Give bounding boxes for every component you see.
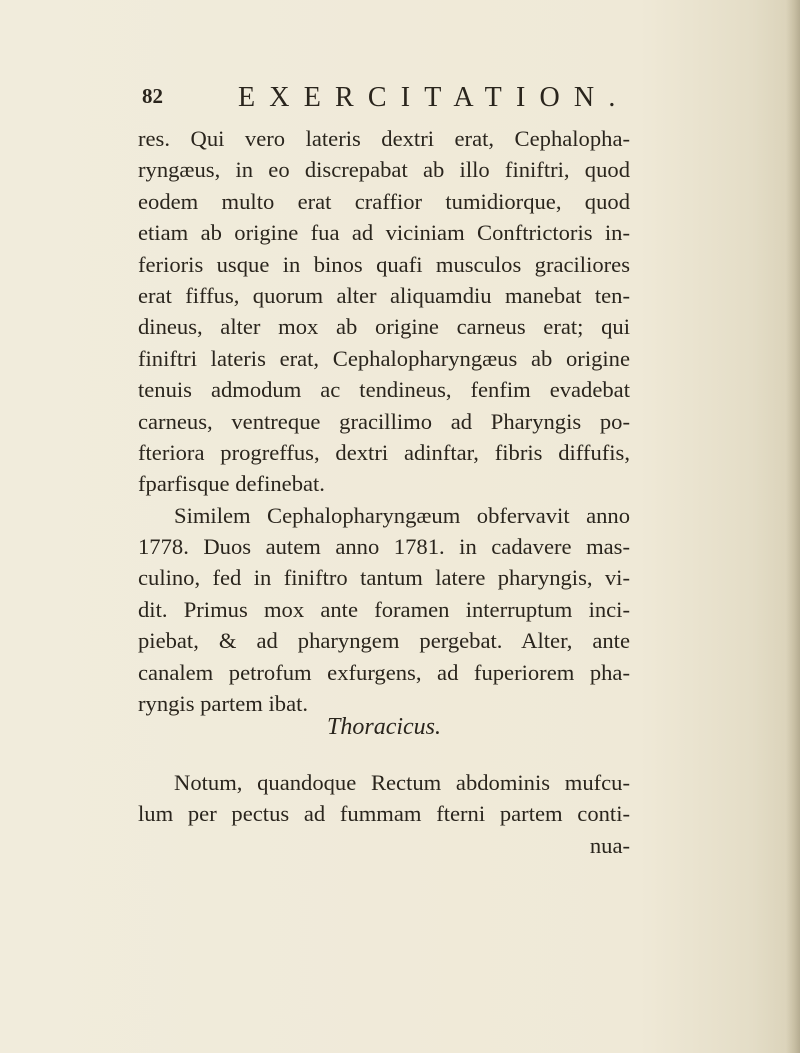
text-line: carneus, ventreque gracillimo ad Pharyngis po-	[138, 408, 630, 434]
second-text-block	[138, 767, 630, 861]
text-line: canalem petrofum exfurgens, ad fuperiorem pha-	[138, 659, 630, 685]
text-line: res. Qui vero lateris dextri erat, Cephalopha-	[138, 126, 630, 151]
text-line: etiam ab origine fua ad viciniam Conftrictoris in-	[138, 220, 630, 246]
text-line: fparfisque definebat.	[138, 471, 325, 497]
text-line: culino, fed in finiftro tantum latere pharyngis, vi-	[138, 565, 630, 591]
text-line: dit. Primus mox ante foramen interruptum inci-	[138, 596, 630, 622]
page-number: 82	[142, 84, 163, 108]
text-line: fteriora progreffus, dextri adinftar, fibris diffufis,	[138, 439, 630, 465]
text-line: ryngis partem ibat.	[138, 691, 309, 717]
text-line: lum per pectus ad fummam fterni partem conti-	[138, 801, 630, 827]
text-line: Notum, quandoque Rectum abdominis mufcu-	[174, 770, 630, 795]
catchword: nua-	[589, 832, 630, 858]
text-line: 1778. Duos autem anno 1781. in cadavere mas-	[138, 534, 630, 560]
text-line: ryngæus, in eo discrepabat ab illo finiftri, quod	[138, 157, 630, 183]
text-line: eodem multo erat craffior tumidiorque, quod	[138, 188, 630, 214]
text-line: ferioris usque in binos quafi musculos graciliores	[138, 251, 630, 277]
text-line: piebat, & ad pharyngem pergebat. Alter, ante	[138, 628, 630, 654]
text-line: Similem Cephalopharyngæum obfervavit anno	[174, 502, 630, 528]
text-line: tenuis admodum ac tendineus, fenfim evadebat	[138, 377, 630, 403]
text-line: dineus, alter mox ab origine carneus erat; qui	[138, 314, 630, 340]
text-line: finiftri lateris erat, Cephalopharyngæus ab origine	[138, 345, 630, 371]
section-heading: Thoracicus.	[327, 714, 441, 740]
main-text-block	[138, 123, 630, 719]
page-header	[140, 78, 660, 118]
page-edge-shadow	[786, 0, 800, 1053]
running-head: EXERCITATION.	[238, 82, 630, 113]
text-line: erat fiffus, quorum alter aliquamdiu manebat ten-	[138, 282, 630, 308]
